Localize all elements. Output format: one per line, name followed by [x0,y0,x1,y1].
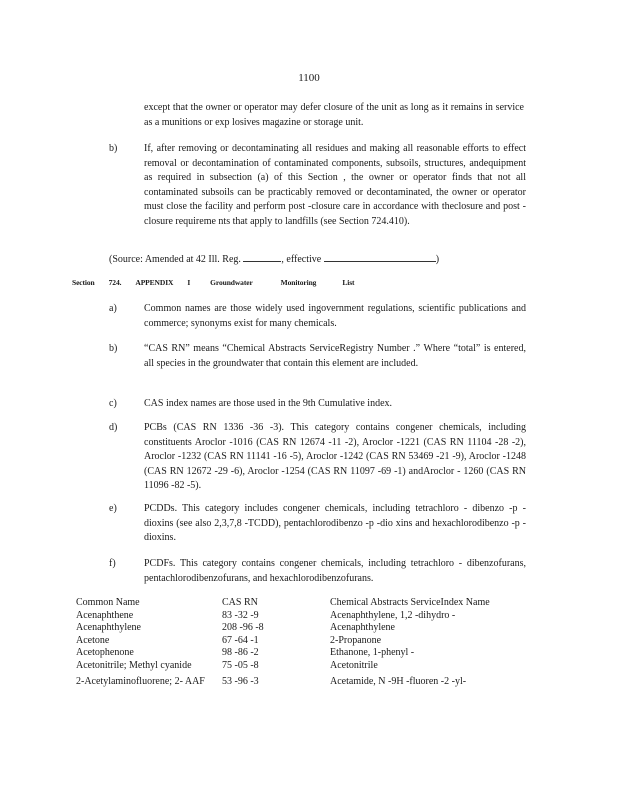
source-note-suffix: ) [435,254,440,265]
index-name-cell: Acenaphthylene, 1,2 -dihydro - [330,609,456,621]
section-label: Section [72,278,95,287]
common-name-cell: 2-Acetylaminofluorene; 2- AAF [76,675,205,687]
paragraph-b-text: If, after removing or decontaminating all residues and making all reasonable efforts to effect removal or decontamination of contaminated components, subsoils, structures, andequipment as required in subsection (a) of this Section , the owner or operator finds that not all contaminated subsoils can be practicably removed or decontaminated, the owner or operator must close the facility and perform post -closure care in accordance with theclosure and post - closure requireme nts that apply to landfills (see Section 724.410). [144,143,526,227]
index-name-cell: Acetonitrile [330,659,378,671]
cas-rn-cell: 83 -32 -9 [222,609,259,621]
source-note [109,251,439,268]
index-name-cell: Acenaphthylene [330,622,395,634]
index-name-cell: Ethanone, 1-phenyl - [330,647,415,659]
source-note-middle: , effective [281,254,322,265]
paragraph-marker-b: b) [109,143,118,154]
cas-rn-cell: 67 -64 -1 [222,634,259,646]
section-number: 724. [108,278,122,287]
list-item-text: PCBs (CAS RN 1336 -36 -3). This category contains congener chemicals, including constituents Aroclor -1016 (CAS RN 12674 -11 -2), Aroclor -1221 (CAS RN 11104 -28 -2), Aroclor -1232 (CAS RN 11141 -16 -5), Aroclor -1242 (CAS RN 53469 -21 -9), Aroclor -1248 (CAS RN 12672 -29 -6), Aroclor -1254 (CAS RN 11097 -69 -1) andAroclor - 1260 (CAS RN 11096 -82 -5). [144,422,526,491]
list-item-text: PCDFs. This category contains congener chemicals, including tetrachloro - dibenzofurans, pentachlorodibenzofurans, and hexachlorodibenzofurans. [144,558,526,584]
heading-word-groundwater: Groundwater [210,278,253,287]
cas-rn-cell: 75 -05 -8 [222,659,259,671]
common-name-cell: Acetone [76,634,110,646]
list-item-text: “CAS RN” means “Chemical Abstracts ServiceRegistry Number .” Where “total” is entered, all species in the groundwater that contain this element are included. [144,343,526,369]
table-row [76,676,556,689]
table-row [76,635,556,648]
cas-rn-cell: 98 -86 -2 [222,647,259,659]
list-item-marker: b) [109,343,118,354]
heading-word-list: List [342,278,355,287]
list-item-marker: a) [109,303,117,314]
list-item-text: CAS index names are those used in the 9th Cumulative index. [144,398,393,409]
source-note-prefix: (Source: Amended at 42 Ill. Reg. [109,254,241,265]
table-row [76,610,556,623]
appendix-label: APPENDIX [135,278,174,287]
list-item-marker: f) [109,558,116,569]
table-row [76,660,556,673]
index-name-cell: Acetamide, N -9H -fluoren -2 -yl- [330,675,467,687]
appendix-letter: I [187,278,191,287]
column-header-cas-rn: CAS RN [222,597,258,608]
common-name-cell: Acenaphthene [76,609,134,621]
common-name-cell: Acetophenone [76,647,134,659]
list-item-text: PCDDs. This category includes congener chemicals, including tetrachloro - dibenzo -p -dioxins (see also 2,3,7,8 -TCDD), pentachlorodibenzo -p -dio xins and hexachlorodibenzo -p -dioxins. [144,503,526,543]
section-heading [72,276,368,291]
source-effective-blank [324,251,436,262]
list-item-marker: c) [109,398,117,409]
cas-rn-cell: 53 -96 -3 [222,675,259,687]
index-name-cell: 2-Propanone [330,634,382,646]
heading-word-monitoring: Monitoring [280,278,317,287]
list-item-marker: e) [109,503,117,514]
cas-rn-cell: 208 -96 -8 [222,622,264,634]
list-item-text: Common names are those widely used ingovernment regulations, scientific publications and commerce; synonyms exist for many chemicals. [144,303,526,329]
table-row [76,622,556,635]
constituent-table [76,597,556,688]
table-header-row [76,597,556,610]
common-name-cell: Acetonitrile; Methyl cyanide [76,659,192,671]
list-item-marker: d) [109,422,118,433]
column-header-index-name: Chemical Abstracts ServiceIndex Name [330,597,490,608]
continuation-paragraph: except that the owner or operator may defer closure of the unit as long as it remains in service as a munitions or exp losives magazine or storage unit. [144,102,524,128]
source-reg-blank [243,251,281,262]
page-number: 1100 [298,72,320,84]
common-name-cell: Acenaphthylene [76,622,141,634]
table-row [76,647,556,660]
column-header-common-name: Common Name [76,597,140,608]
